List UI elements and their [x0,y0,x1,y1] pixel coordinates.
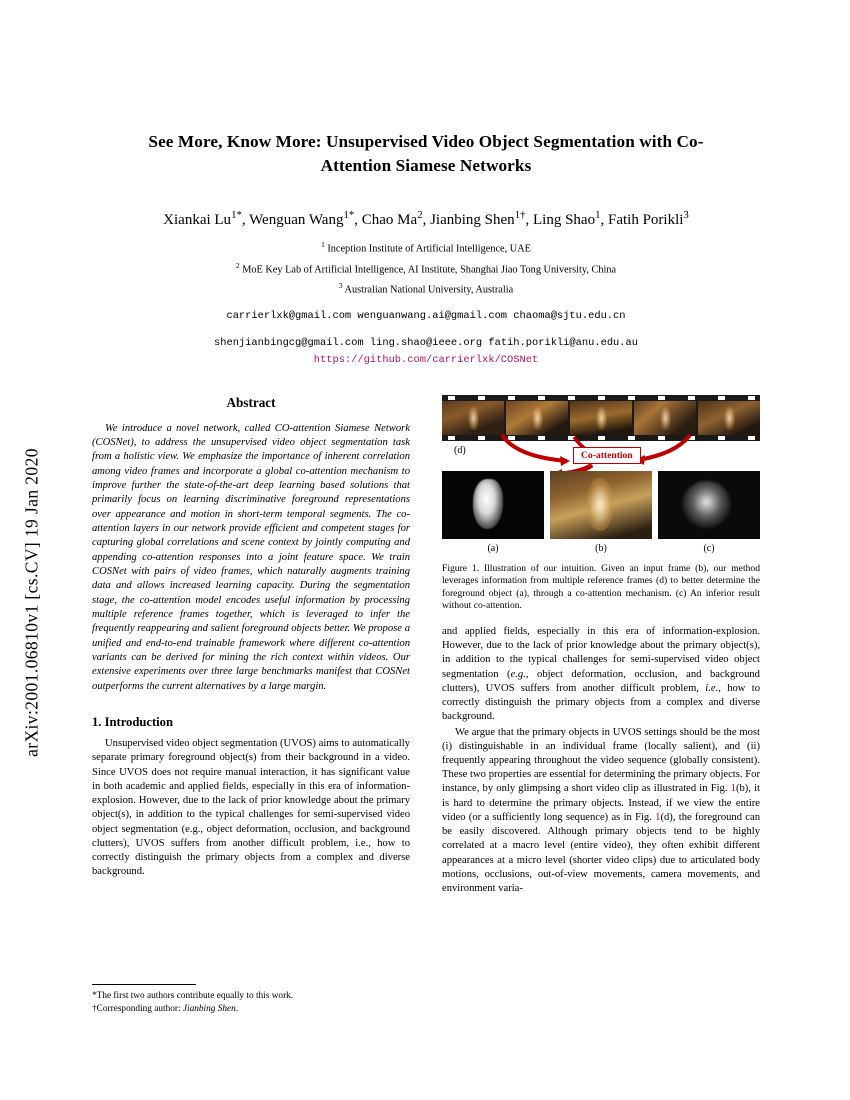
figure-sublabel-d: (d) [454,445,466,456]
intro-p2-pre: We argue that the primary objects in UVOS settings should be the most (i) distinguishable in an individual frame (locally salient), and (ii) frequently appearing throughout the video sequence (globally consistent). These two properties are essential for determining the primary objects. For instance, by only glimpsing a short video clip as illustrated in Fig. [442,726,760,795]
arxiv-stamp: arXiv:2001.06810v1 [cs.CV] 19 Jan 2020 [21,448,42,757]
intro-paragraph-2 [442,726,760,897]
author-4: Jianbing Shen$^{1\dagger}$ [430,208,526,228]
reference-frame-4 [634,401,696,435]
footnote-2-pre: †Corresponding author: [92,1003,183,1014]
figure-image-b [550,471,652,539]
figure-reference-1[interactable]: 1 [730,783,736,795]
abstract-heading: Abstract [226,395,276,410]
author-list: Xiankai $Lu^{1*}$, Wenguan Wang$^{1*}$, Chao Ma$^2$, Jianbing Shen$^{1\dagger}$, Ling Shao$^1$, Fatih Porikli$^3$ [163,208,689,228]
project-url-link[interactable]: https://github.com/carrierlxk/COSNet [313,354,539,367]
figure-image-a [442,471,544,539]
reference-frame-2 [506,401,568,435]
figure-arrow-area [442,441,760,471]
reference-frame-5 [698,401,760,435]
footnote-1: *The first two authors contribute equally to this work. [92,991,294,1001]
author-2: Wenguan Wang$^{1*}$ [249,208,355,228]
figure-result-images [442,471,760,539]
figure-sublabels [442,543,760,554]
reference-frame-1 [442,401,504,435]
figure-1 [442,395,760,613]
affiliation-list [92,239,760,298]
footnote-2-name: Jianbing Shen [182,1003,236,1014]
author-5: Ling Shao$^1$ [532,208,601,228]
intro-p2-post: (d), the foreground can be easily discovered. Although primary objects tend to be highly correlated at a macro level (entire video), they often exhibit different appearances at a micro level (shorter video clips) due to articulated body motions, occlusions, out-of-view movements, camera movements, and environment varia- [442,811,761,895]
intro-paragraph-1: Unsupervised video object segmentation (UVOS) aims to automatically separate primary foreground object(s) from their background in a video. Since UVOS does not require manual interaction, it has significant value in both academic and applied fields, especially in this era of information-explosion. However, due to the lack of prior knowledge about the primary object(s), in addition to the typical challenges for semi-supervised video object segmentation (e.g., object deformation, occlusion, and background clutters), UVOS suffers from another difficult problem, i.e., how to correctly distinguish the primary objects from a complex and diverse background. [92,738,410,878]
introduction-heading: 1. Introduction [92,715,173,730]
page-title: See More, Know More: Unsupervised Video Object Segmentation with Co-Attention Siamese Networks [148,132,704,176]
email-line-2: shenjianbingcg@gmail.com ling.shao@ieee.org fatih.porikli@anu.edu.au [213,337,638,350]
footnote-2 [92,1003,410,1016]
two-column-body [92,395,760,1035]
figure-sublabel-c: (c) [703,543,715,554]
footnote-rule [92,984,196,985]
author-1: Xiankai $Lu^{1*}$ [163,208,242,228]
affiliation-2: $^2$ MoE Key Lab of Artificial Intelligence, AI Institute, Shanghai Jiao Tong University, China [235,260,617,276]
author-3: Chao Ma$^2$ [361,208,423,228]
affiliation-1: $^1$ Inception Institute of Artificial Intelligence, UAE [321,240,531,255]
figure-image-c [658,471,760,539]
email-line-1: carrierlxk@gmail.com wenguanwang.ai@gmail.com chaoma@sjtu.edu.cn [226,310,626,323]
abstract-text: We introduce a novel network, called CO-attention Siamese Network (COSNet), to address the unsupervised video object segmentation task from a holistic view. We emphasize the importance of inherent correlation among video frames and incorporate a global co-attention mechanism to improve further the state-of-the-art deep learning based solutions that primarily focus on learning discriminative foreground representations over appearance and motion in short-term temporal segments. The co-attention layers in our network provide efficient and competent stages for capturing global correlations and scene context by jointly computing and appending co-attention responses into a joint feature space. We train COSNet with pairs of video frames, which naturally augments training data and allows increased learning capacity. During the segmentation stage, the co-attention model encodes useful information by processing multiple reference frames together, which is leveraged to infer the frequently reappearing and salient foreground objects better. We propose a unified and end-to-end trainable framework where different co-attention variants can be derived for mining the rich context within videos. Our extensive experiments over three large benchmarks manifest that COSNet outperforms the current alternatives by a large margin. [92,422,410,692]
figure-sublabel-b: (b) [595,543,607,554]
figure-caption: Figure 1. Illustration of our intuition. Given an input frame (b), our method leverages information from multiple reference frames (d) to better determine the foreground object (a), through a co-attention mechanism. (c) An inferior result without co-attention. [442,563,760,612]
footnote-2-post: . [235,1003,239,1014]
footnote-area [92,984,410,1016]
figure-sublabel-a: (a) [487,543,499,554]
figure-reference-2[interactable]: 1 [655,811,661,823]
left-column [92,395,410,879]
author-6: Fatih Porikli$^3$ [607,208,689,228]
affiliation-3: $^3$ Australian National University, Australia [338,281,514,296]
right-column [442,395,760,896]
paper-header [92,130,760,366]
intro-p2-mid: (b), it is hard to determine the primary objects. Instead, if we view the entire video (or a sufficiently long sequence) as in Fig. [442,783,760,823]
reference-frames [442,401,760,435]
intro-paragraph-1-continued: and applied fields, especially in this era of information-explosion. However, due to the lack of prior knowledge about the primary object(s), in addition to the typical challenges for semi-supervised video object segmentation (e.g., object deformation, occlusion, and background clutters), UVOS suffers from another difficult problem, i.e., how to correctly distinguish the primary objects from a complex and diverse background. [442,625,760,723]
reference-frame-3 [570,401,632,435]
co-attention-badge: Co-attention [573,447,641,464]
